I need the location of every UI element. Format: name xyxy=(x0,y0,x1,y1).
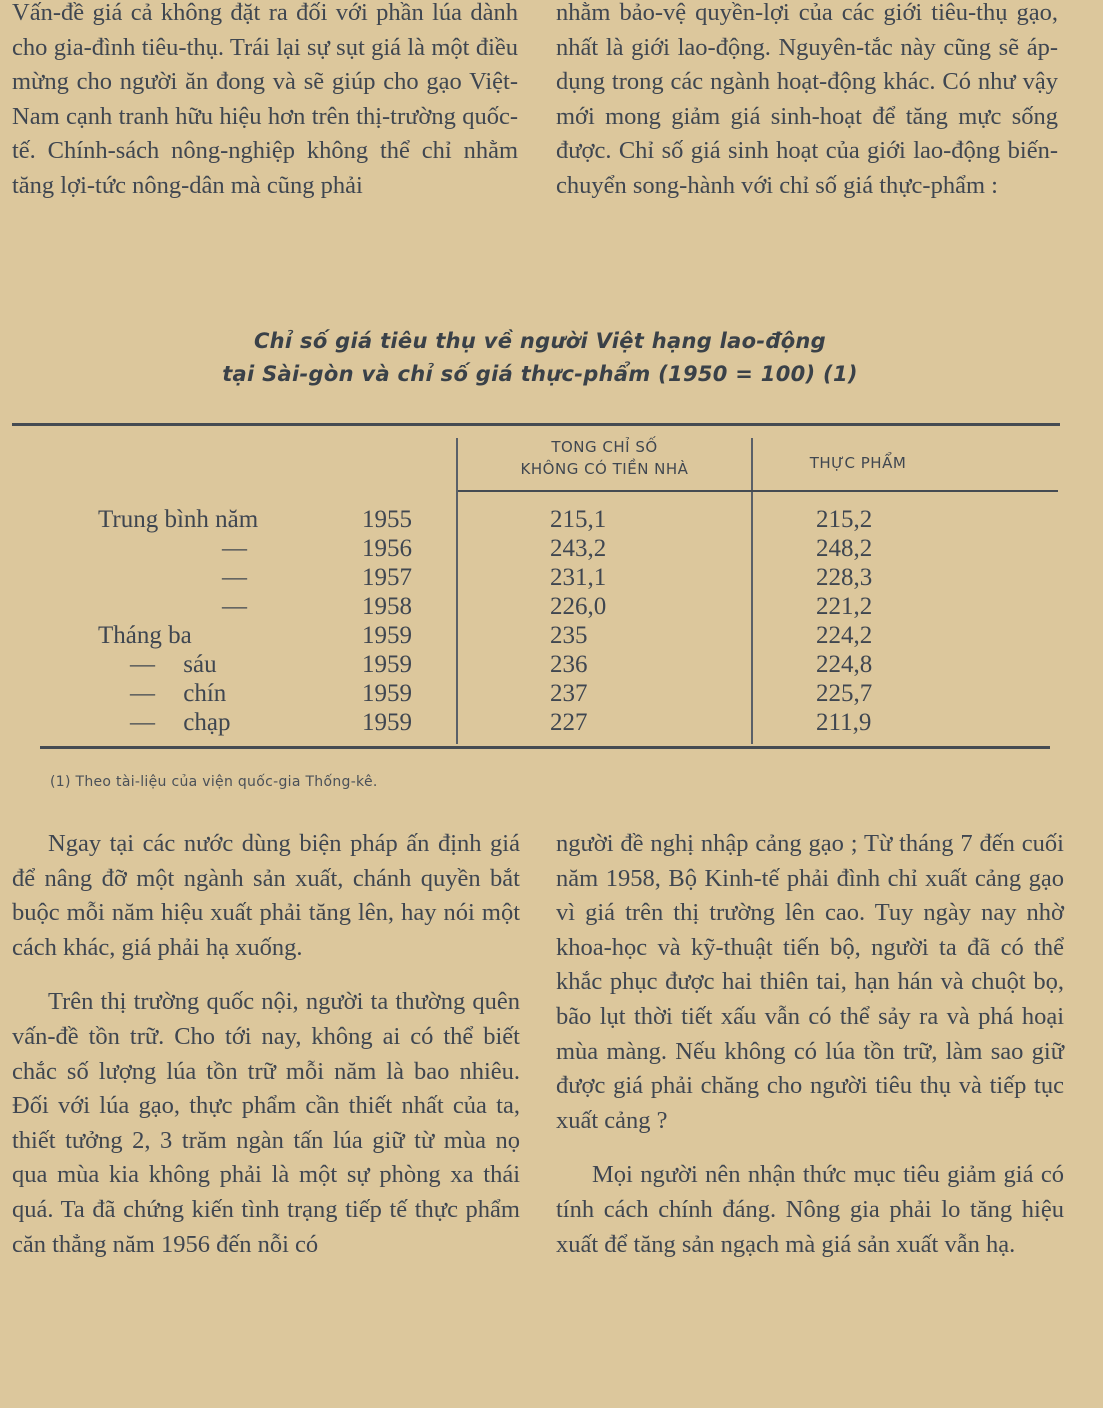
table-row xyxy=(0,708,1103,737)
row-year: 1955 xyxy=(362,506,412,533)
row-total-value: 231,1 xyxy=(550,564,607,591)
paragraph: nhằm bảo-vệ quyền-lợi của các giới tiêu-thụ gạo, nhất là giới lao-động. Nguyên-tắc này cũng sẽ áp-dụng trong các ngành hoạt-động khác. Có như vậy mới mong giảm giá sinh-hoạt để tăng mực sống được. Chỉ số giá sinh hoạt của giới lao-động biến-chuyển song-hành với chỉ số giá thực-phẩm : xyxy=(556,0,1058,199)
row-food-value: 248,2 xyxy=(816,535,873,562)
table-bottom-rule xyxy=(40,746,1050,749)
row-total-value: 226,0 xyxy=(550,593,607,620)
row-food-value: 215,2 xyxy=(816,506,873,533)
column-header-food: THỰC PHẨM xyxy=(809,454,907,472)
table-row xyxy=(0,563,1103,592)
paragraph: Trên thị trường quốc nội, người ta thường quên vấn-đề tồn trữ. Cho tới nay, không ai có thể biết chắc số lượng lúa tồn trữ mỗi năm là bao nhiêu. Đối với lúa gạo, thực phẩm cần thiết nhất của ta, thiết tưởng 2, 3 trăm ngàn tấn lúa giữ từ mùa nọ qua mùa kia không phải là một sự phòng xa thái quá. Ta đã chứng kiến tình trạng tiếp tế thực phẩm căn thẳng năm 1956 đến nỗi có xyxy=(12,988,520,1258)
text-column-bottom-right xyxy=(556,827,1064,1262)
row-total-value: 243,2 xyxy=(550,535,607,562)
row-label: Tháng ba xyxy=(98,622,192,649)
row-food-value: 224,2 xyxy=(816,622,873,649)
row-year: 1958 xyxy=(362,593,412,620)
row-label: — xyxy=(222,564,247,591)
row-label: — xyxy=(222,593,247,620)
row-total-value: 215,1 xyxy=(550,506,607,533)
column-header-total: TONG CHỈ SỐ KHÔNG CÓ TIỀN NHÀ xyxy=(520,438,689,478)
row-food-value: 225,7 xyxy=(816,680,873,707)
row-year: 1959 xyxy=(362,651,412,678)
table-title xyxy=(120,325,960,391)
row-year: 1959 xyxy=(362,709,412,736)
table-title-line2: tại Sài-gòn và chỉ số giá thực-phẩm (1950 = 100) (1) xyxy=(222,362,858,386)
row-label: Trung bình năm xyxy=(98,506,259,533)
table-header-rule xyxy=(458,490,1058,492)
paragraph: Mọi người nên nhận thức mục tiêu giảm giá có tính cách chính đáng. Nông gia phải lo tăng hiệu xuất để tăng sản ngạch mà giá sản xuất vẫn hạ. xyxy=(556,1161,1064,1258)
paragraph: Ngay tại các nước dùng biện pháp ấn định giá để nâng đỡ một ngành sản xuất, chánh quyền bắt buộc mỗi năm hiệu xuất phải tăng lên, hay nói một cách khác, giá phải hạ xuống. xyxy=(12,830,520,961)
row-year: 1956 xyxy=(362,535,412,562)
table-row xyxy=(0,621,1103,650)
row-label: — xyxy=(222,535,247,562)
row-total-value: 236 xyxy=(550,651,588,678)
row-total-value: 235 xyxy=(550,622,588,649)
table-row xyxy=(0,650,1103,679)
row-food-value: 224,8 xyxy=(816,651,873,678)
row-food-value: 228,3 xyxy=(816,564,873,591)
table-row xyxy=(0,592,1103,621)
table-title-line1: Chỉ số giá tiêu thụ về người Việt hạng lao-động xyxy=(253,329,827,353)
text-column-bottom-left xyxy=(12,827,520,1262)
text-column-top-left xyxy=(12,0,518,204)
row-year: 1957 xyxy=(362,564,412,591)
row-total-value: 237 xyxy=(550,680,588,707)
row-label: — sáu xyxy=(130,651,217,678)
table-row xyxy=(0,534,1103,563)
row-food-value: 211,9 xyxy=(816,709,872,736)
table-top-rule xyxy=(12,423,1060,426)
row-total-value: 227 xyxy=(550,709,588,736)
paragraph: Vấn-đề giá cả không đặt ra đối với phần lúa dành cho gia-đình tiêu-thụ. Trái lại sự sụt giá là một điều mừng cho người ăn đong và sẽ giúp cho gạo Việt-Nam cạnh tranh hữu hiệu hơn trên thị-trường quốc-tế. Chính-sách nông-nghiệp không thể chỉ nhằm tăng lợi-tức nông-dân mà cũng phải xyxy=(12,0,518,199)
row-year: 1959 xyxy=(362,622,412,649)
row-year: 1959 xyxy=(362,680,412,707)
paragraph: người đề nghị nhập cảng gạo ; Từ tháng 7 đến cuối năm 1958, Bộ Kinh-tế phải đình chỉ xuất cảng gạo vì giá trên thị trường lên cao. Tuy ngày nay nhờ khoa-học và kỹ-thuật tiến bộ, người ta đã có thể khắc phục được hai thiên tai, hạn hán và chuột bọ, bão lụt thời tiết xấu vẫn có thể sảy ra và phá hoại mùa màng. Nếu không có lúa tồn trữ, làm sao giữ được giá phải chăng cho người tiêu thụ và tiếp tục xuất cảng ? xyxy=(556,830,1064,1134)
table-row xyxy=(0,505,1103,534)
row-food-value: 221,2 xyxy=(816,593,873,620)
table-footnote: (1) Theo tài-liệu của viện quốc-gia Thống-kê. xyxy=(50,774,378,790)
text-column-top-right xyxy=(556,0,1058,204)
table-row xyxy=(0,679,1103,708)
row-label: — chạp xyxy=(130,709,231,736)
row-label: — chín xyxy=(130,680,227,707)
